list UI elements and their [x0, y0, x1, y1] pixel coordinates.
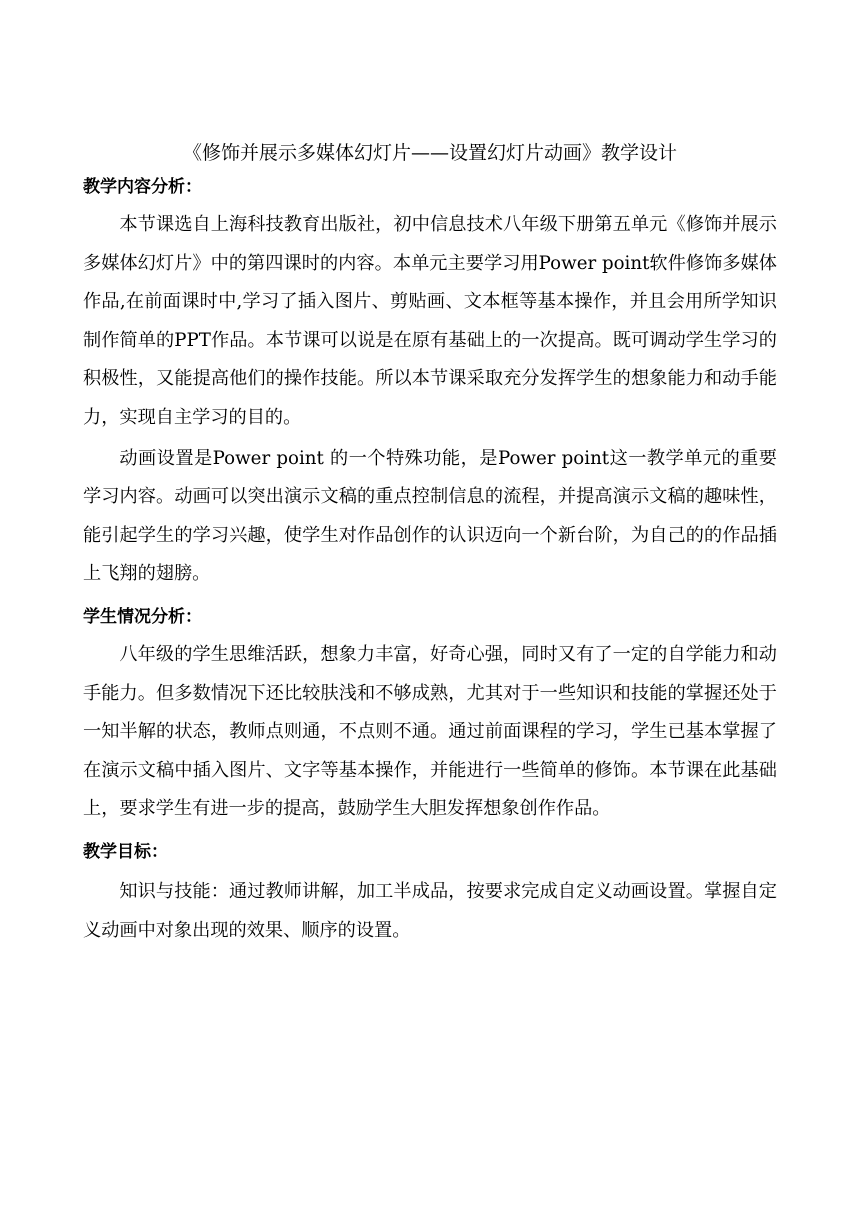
section-heading: 教学内容分析：	[83, 177, 202, 197]
paragraph: 动画设置是Power point 的一个特殊功能，是Power point这一教学单元的重要学习内容。动画可以突出演示文稿的重点控制信息的流程，并提高演示文稿的趣味性，能引起学生的学习兴趣，使学生对作品创作的认识迈向一个新台阶，为自己的的作品插上飞翔的翅膀。	[83, 447, 777, 585]
document-title: 《修饰并展示多媒体幻灯片——设置幻灯片动画》教学设计	[182, 142, 677, 164]
paragraph: 本节课选自上海科技教育出版社，初中信息技术八年级下册第五单元《修饰并展示多媒体幻灯片》中的第四课时的内容。本单元主要学习用Power point软件修饰多媒体作品,在前面课时中,学习了插入图片、剪贴画、文本框等基本操作，并且会用所学知识制作简单的PPT作品。本节课可以说是在原有基础上的一次提高。既可调动学生学习的积极性，又能提高他们的操作技能。所以本节课采取充分发挥学生的想象能力和动手能力，实现自主学习的目的。	[83, 214, 777, 428]
paragraph: 知识与技能：通过教师讲解，加工半成品，按要求完成自定义动画设置。掌握自定义动画中对象出现的效果、顺序的设置。	[83, 880, 777, 941]
paragraph: 八年级的学生思维活跃，想象力丰富，好奇心强，同时又有了一定的自学能力和动手能力。但多数情况下还比较肤浅和不够成熟，尤其对于一些知识和技能的掌握还处于一知半解的状态，教师点则通，不点则不通。通过前面课程的学习，学生已基本掌握了在演示文稿中插入图片、文字等基本操作，并能进行一些简单的修饰。本节课在此基础上，要求学生有进一步的提高，鼓励学生大胆发挥想象创作作品。	[83, 643, 777, 820]
section-heading: 学生情况分析：	[83, 606, 202, 627]
section-content-analysis	[83, 170, 777, 594]
document-body	[83, 136, 777, 950]
section-teaching-goals	[83, 835, 777, 950]
section-heading: 教学目标：	[83, 841, 168, 862]
section-student-analysis	[83, 600, 777, 829]
